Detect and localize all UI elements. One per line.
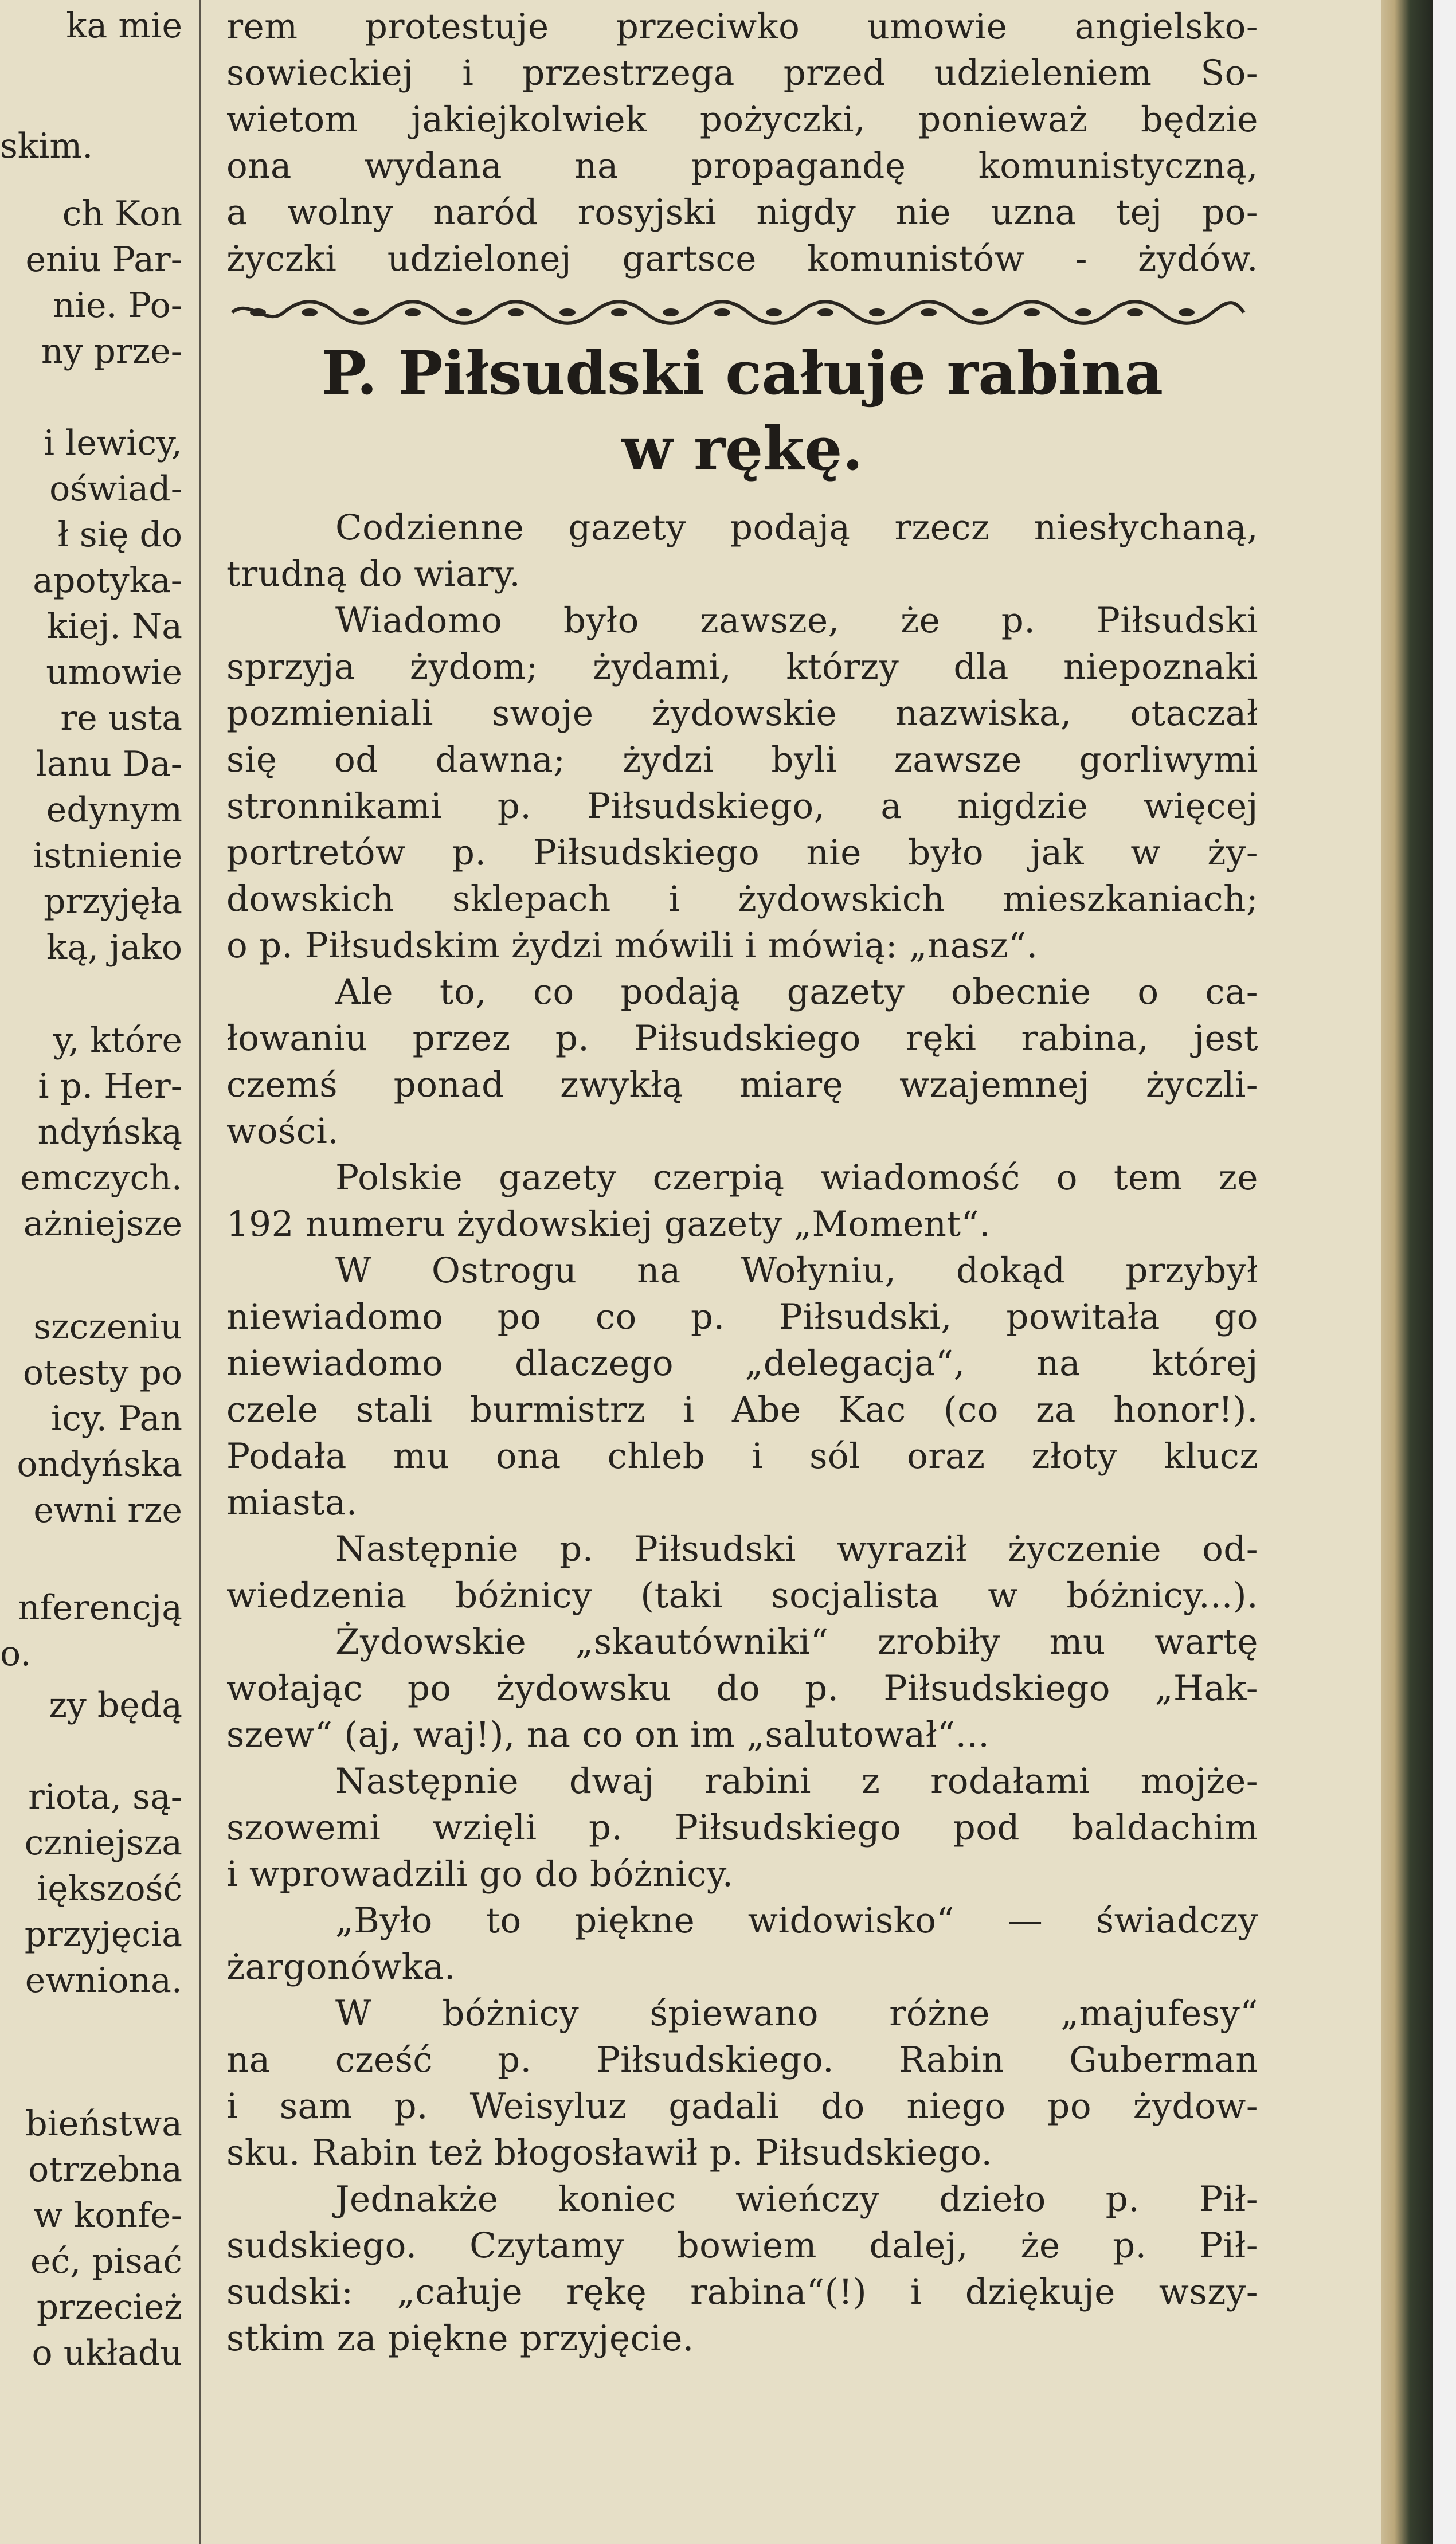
binding-spine: [1381, 0, 1433, 2544]
left-column-line: i lewicy,: [43, 423, 182, 463]
left-column-line: y, które: [53, 1020, 182, 1060]
article-line: Polskie gazety czerpią wiadomość o tem ze: [335, 1157, 1258, 1198]
background-edge: [1433, 0, 1456, 2544]
article-line: sku. Rabin też błogosławił p. Piłsudskiego.: [226, 2132, 993, 2173]
left-column-line: o układu: [32, 2333, 182, 2373]
left-column-line: lanu Da-: [36, 744, 182, 784]
left-column-line: oświad-: [49, 469, 182, 509]
headline-line-1: P. Piłsudski całuje rabina: [321, 338, 1164, 408]
article-headline: [226, 335, 1258, 487]
article-line: stkim za piękne przyjęcie.: [226, 2318, 694, 2359]
article-line: W Ostrogu na Wołyniu, dokąd przybył: [335, 1250, 1258, 1291]
headline-line-2: w rękę.: [621, 413, 863, 484]
left-column-line: w konfe-: [33, 2195, 182, 2236]
article-line: i sam p. Weisyluz gadali do niego po żydow-: [226, 2086, 1258, 2127]
left-column-line: skim.: [0, 126, 93, 166]
article-line: sprzyja żydom; żydami, którzy dla niepoznaki: [226, 647, 1258, 687]
intro-line: sowieckiej i przestrzega przed udzieleniem So-: [226, 53, 1258, 93]
left-column-line: i p. Her-: [38, 1066, 182, 1106]
intro-line: życzki udzielonej gartsce komunistów - żydów.: [226, 238, 1258, 279]
left-column-line: ewniona.: [25, 1960, 182, 2001]
left-column-line: umowie: [46, 652, 182, 692]
left-column-line: ny prze-: [41, 331, 182, 371]
left-column-line: ażniejsze: [23, 1204, 182, 1244]
article-line: Następnie dwaj rabini z rodałami mojże-: [335, 1761, 1258, 1802]
article-line: Żydowskie „skautówniki“ zrobiły mu wartę: [335, 1622, 1258, 1662]
left-column-line: re usta: [60, 698, 182, 738]
article-line: sudskiego. Czytamy bowiem dalej, że p. Pił-: [226, 2225, 1258, 2266]
article-line: trudną do wiary.: [226, 554, 521, 594]
article-line: Codzienne gazety podają rzecz niesłychaną,: [335, 507, 1258, 548]
article-line: Następnie p. Piłsudski wyraził życzenie od-: [335, 1529, 1258, 1570]
intro-line: rem protestuje przeciwko umowie angielsko-: [226, 6, 1258, 47]
left-column-line: iększość: [37, 1869, 182, 1909]
left-column-line: ł się do: [57, 515, 182, 555]
article-line: „Było to piękne widowisko“ — świadczy: [335, 1900, 1258, 1941]
ornamental-divider: [226, 295, 1247, 330]
left-column-line: eć, pisać: [30, 2241, 182, 2281]
left-column-line: ewni rze: [33, 1490, 182, 1531]
left-column-line: emczych.: [20, 1158, 182, 1198]
intro-line: a wolny naród rosyjski nigdy nie uzna tej po-: [226, 192, 1258, 233]
left-column-line: nie. Po-: [53, 285, 182, 326]
preceding-article-tail: [226, 3, 1258, 282]
intro-line: wietom jakiejkolwiek pożyczki, ponieważ będzie: [226, 99, 1258, 140]
left-column-line: riota, są-: [28, 1777, 182, 1817]
article-line: dowskich sklepach i żydowskich mieszkaniach;: [226, 879, 1258, 919]
left-column-line: zy będą: [49, 1685, 182, 1725]
left-column-line: nferencją: [17, 1588, 182, 1628]
left-column-line: bieństwa: [25, 2104, 182, 2144]
left-column-line: otrzebna: [28, 2150, 182, 2190]
left-column-line: istnienie: [33, 836, 182, 876]
article-line: Podała mu ona chleb i sól oraz złoty klucz: [226, 1436, 1258, 1477]
left-column-line: czniejsza: [24, 1823, 182, 1863]
left-column-line: eniu Par-: [25, 240, 182, 280]
article-line: Ale to, co podają gazety obecnie o ca-: [335, 972, 1258, 1012]
article-line: łowaniu przez p. Piłsudskiego ręki rabina, jest: [226, 1018, 1258, 1059]
article-line: się od dawna; żydzi byli zawsze gorliwymi: [226, 739, 1258, 780]
article-line: szew“ (aj, waj!), na co on im „salutował“...: [226, 1715, 990, 1755]
article-line: miasta.: [226, 1482, 358, 1523]
article-line: i wprowadzili go do bóżnicy.: [226, 1854, 734, 1895]
left-column-line: ondyńska: [17, 1445, 182, 1485]
article-line: niewiadomo dlaczego „delegacja“, na której: [226, 1343, 1258, 1384]
left-column-line: ką, jako: [46, 927, 182, 968]
article-line: stronnikami p. Piłsudskiego, a nigdzie więcej: [226, 786, 1258, 827]
article-line: portretów p. Piłsudskiego nie było jak w ży-: [226, 832, 1258, 873]
left-column-line: otesty po: [22, 1353, 182, 1393]
left-column-fragment: [0, 0, 189, 2544]
intro-line: ona wydana na propagandę komunistyczną,: [226, 146, 1258, 186]
left-column-line: edynym: [46, 790, 182, 830]
left-column-line: o.: [0, 1634, 32, 1674]
left-column-line: ndyńską: [37, 1112, 182, 1152]
article-line: 192 numeru żydowskiej gazety „Moment“.: [226, 1204, 991, 1244]
left-column-line: przyjęcia: [24, 1915, 182, 1955]
article-line: czemś ponad zwykłą miarę wzajemnej życzli-: [226, 1064, 1258, 1105]
article-line: czele stali burmistrz i Abe Kac (co za honor!).: [226, 1390, 1258, 1430]
left-column-line: apotyka-: [33, 561, 182, 601]
article-line: żargonówka.: [226, 1947, 456, 1987]
article-line: pozmieniali swoje żydowskie nazwiska, otaczał: [226, 693, 1258, 734]
article-line: W bóżnicy śpiewano różne „majufesy“: [335, 1993, 1258, 2034]
left-column-line: ch Kon: [62, 194, 182, 234]
column-divider: [199, 0, 201, 2544]
article-line: Wiadomo było zawsze, że p. Piłsudski: [335, 600, 1258, 641]
article-line: szowemi wzięli p. Piłsudskiego pod baldachim: [226, 1807, 1258, 1848]
left-column-line: ka mie: [66, 6, 182, 46]
left-column-line: kiej. Na: [46, 606, 182, 647]
left-column-line: szczeniu: [33, 1307, 182, 1347]
article-line: o p. Piłsudskim żydzi mówili i mówią: „nasz“.: [226, 925, 1038, 966]
left-column-line: przecież: [36, 2287, 182, 2327]
article-line: wości.: [226, 1111, 339, 1152]
article-line: wołając po żydowsku do p. Piłsudskiego „Hak-: [226, 1668, 1258, 1709]
article-line: Jednakże koniec wieńczy dzieło p. Pił-: [335, 2179, 1258, 2220]
article-line: niewiadomo po co p. Piłsudski, powitała go: [226, 1297, 1258, 1337]
article-line: wiedzenia bóżnicy (taki socjalista w bóżnicy...).: [226, 1575, 1258, 1616]
article-body: [226, 504, 1258, 2362]
left-column-line: przyjęła: [44, 882, 182, 922]
article-line: sudski: „całuje rękę rabina“(!) i dziękuje wszy-: [226, 2272, 1258, 2312]
article-line: na cześć p. Piłsudskiego. Rabin Guberman: [226, 2040, 1258, 2080]
left-column-line: icy. Pan: [51, 1399, 182, 1439]
